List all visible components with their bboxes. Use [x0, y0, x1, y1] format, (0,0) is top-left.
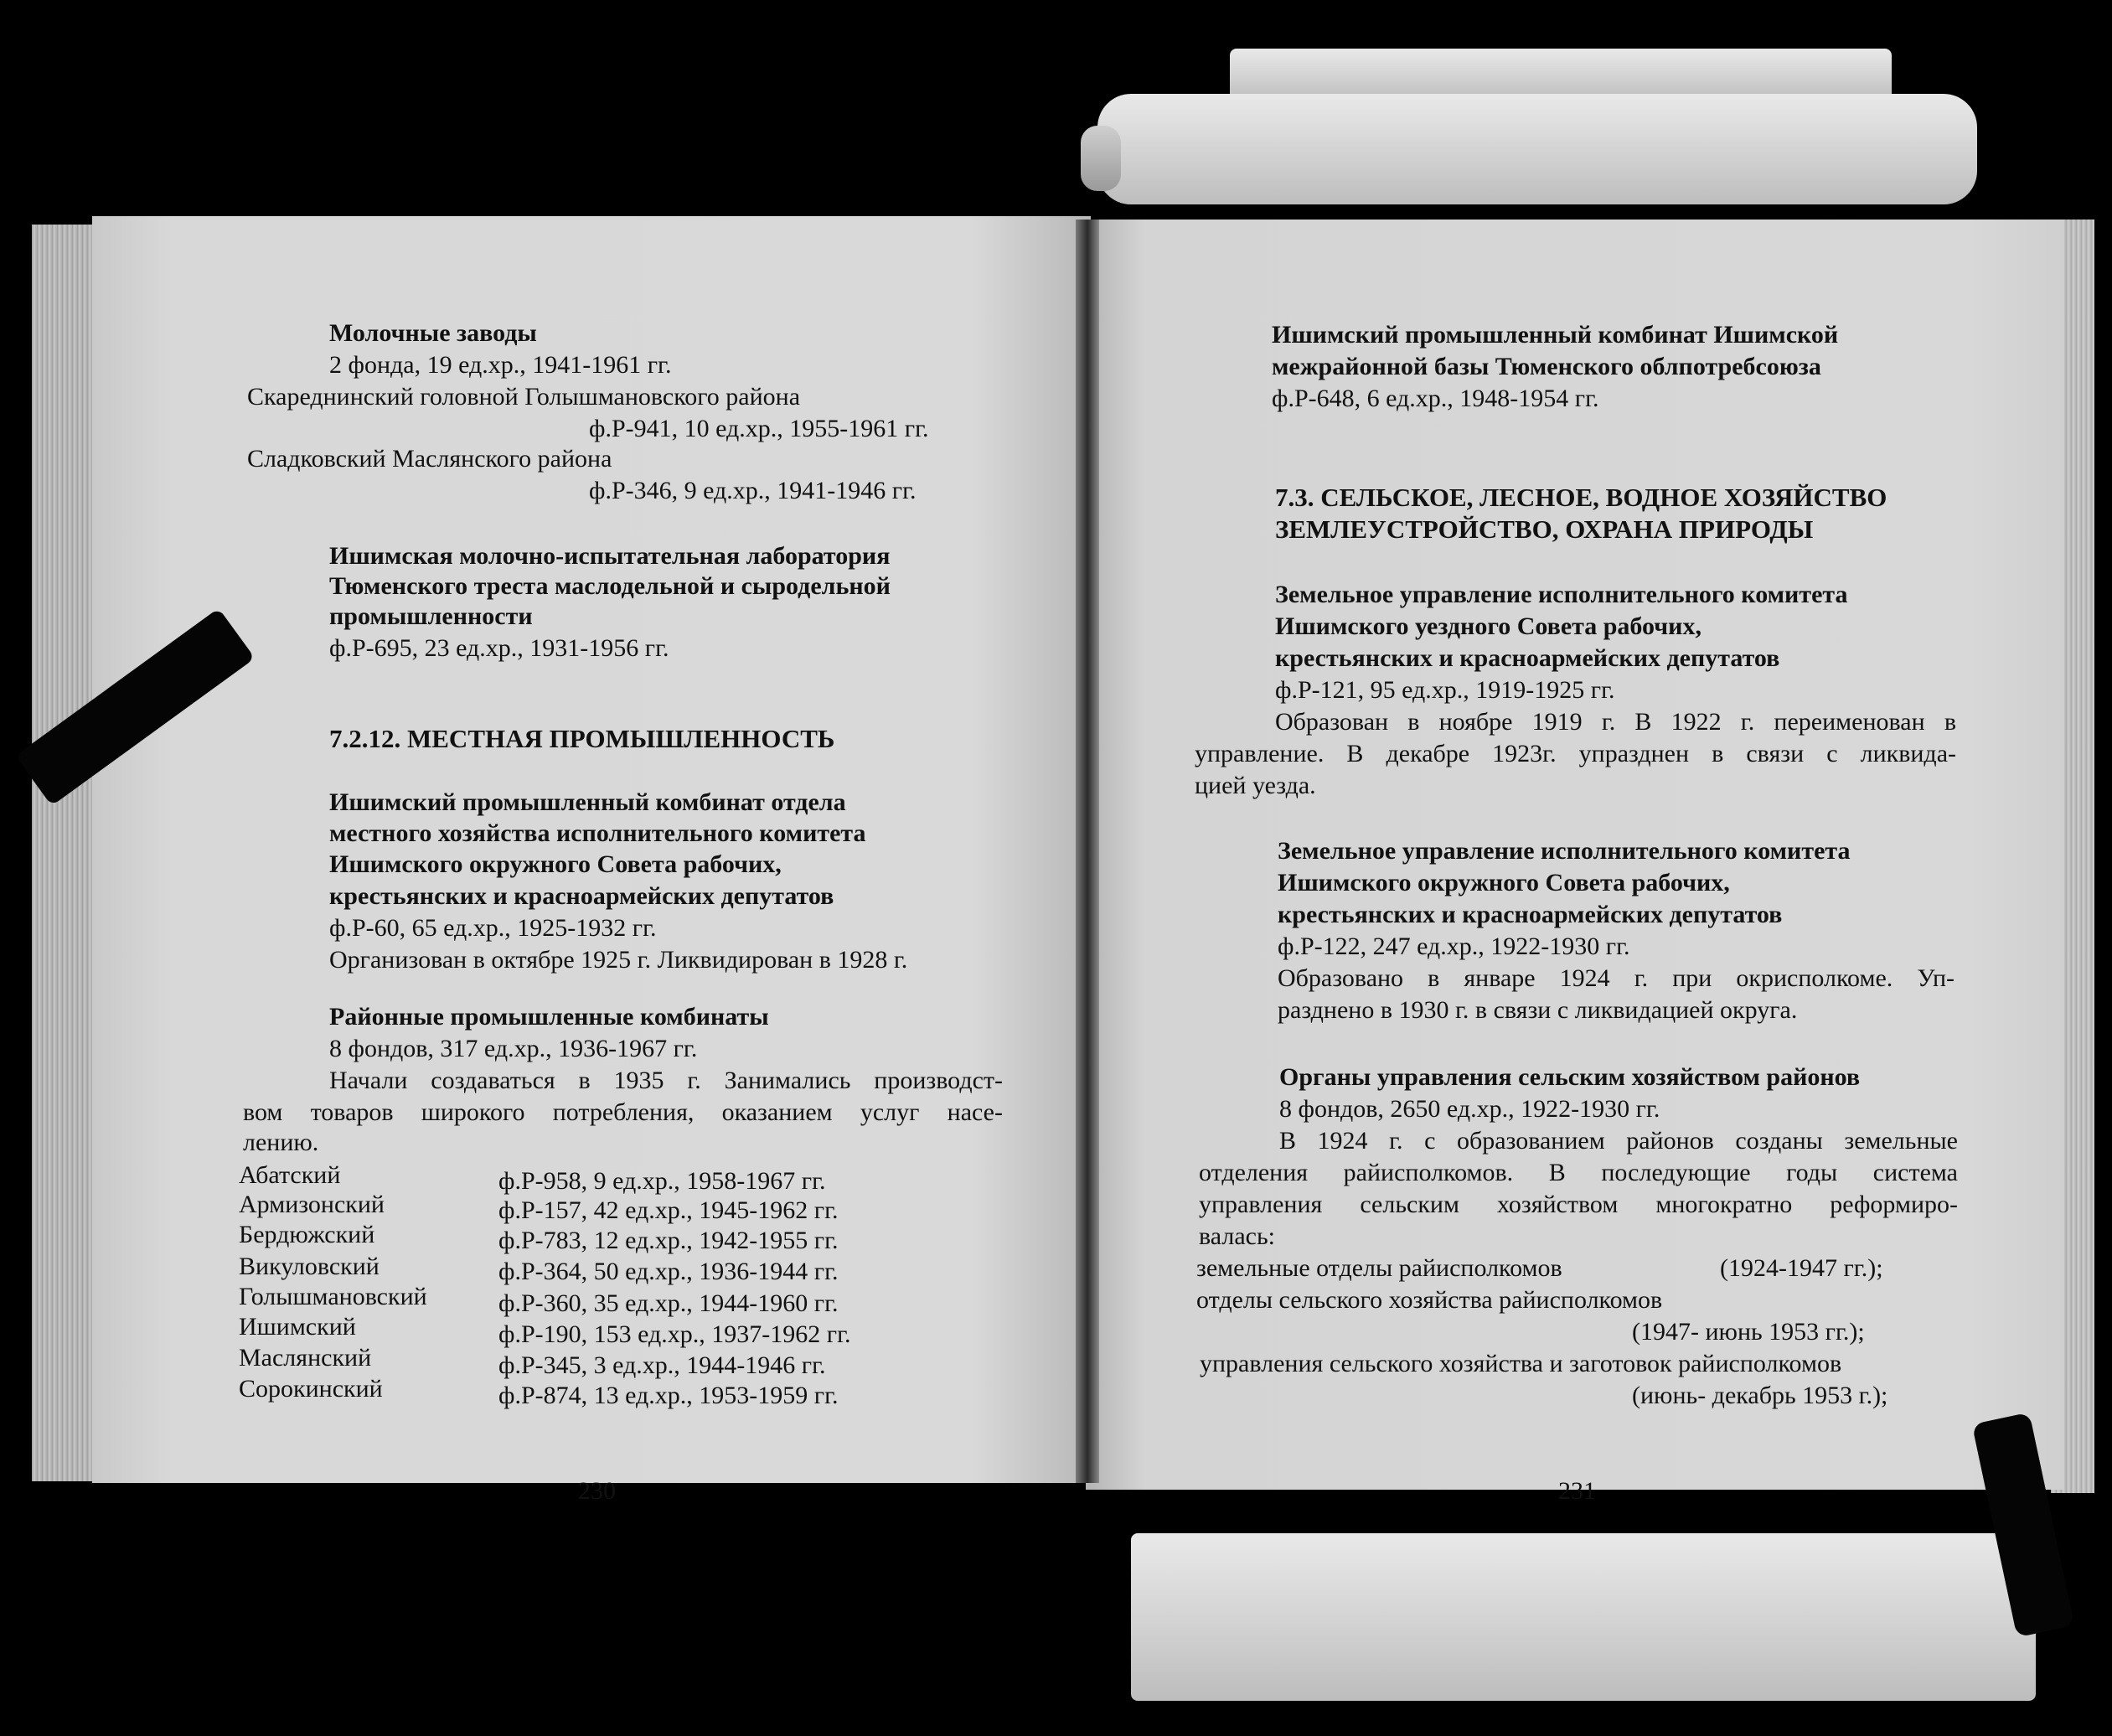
district-combines-desc: лению. — [243, 1129, 319, 1156]
dairy-plant-2-ref: ф.Р-346, 9 ед.хр., 1941-1946 гг. — [589, 477, 917, 504]
district-combines-desc: Начали создаваться в 1935 г. Занимались производст- — [329, 1067, 1003, 1094]
dairy-plant-1-name: Скареднинский головной Голышмановского района — [247, 383, 801, 411]
book-gutter — [1076, 220, 1099, 1483]
district-ref: ф.Р-958, 9 ед.хр., 1958-1967 гг. — [498, 1167, 826, 1195]
combine-title-line: Ишимского окружного Совета рабочих, — [329, 850, 782, 878]
uezd-land-admin-info: ф.Р-121, 95 ед.хр., 1919-1925 гг. — [1275, 676, 1615, 704]
dairy-plants-info: 2 фонда, 19 ед.хр., 1941-1961 гг. — [329, 351, 672, 379]
reform-item-years: (1924-1947 гг.); — [1720, 1254, 1883, 1282]
lab-title-line: Тюменского треста маслодельной и сыродельной — [329, 572, 891, 600]
district-agri-bodies-desc: управления сельским хозяйством многократно реформиро- — [1199, 1191, 1958, 1218]
page-number-right: 231 — [1558, 1477, 1596, 1505]
district-agri-bodies-desc: валась: — [1199, 1222, 1275, 1250]
district-name: Викуловский — [239, 1253, 380, 1280]
reform-item-name: управления сельского хозяйства и заготовок райисполкомов — [1200, 1350, 1842, 1377]
combine-title-line: местного хозяйства исполнительного комитета — [329, 819, 866, 847]
dairy-plant-1-ref: ф.Р-941, 10 ед.хр., 1955-1961 гг. — [589, 415, 929, 442]
section-heading-local-industry: 7.2.12. МЕСТНАЯ ПРОМЫШЛЕННОСТЬ — [329, 724, 835, 753]
district-agri-bodies-desc: В 1924 г. с образованием районов созданы земельные — [1279, 1127, 1958, 1155]
district-combines-title: Районные промышленные комбинаты — [329, 1003, 769, 1031]
district-name: Голышмановский — [239, 1283, 427, 1310]
okrug-land-admin-info: ф.Р-122, 247 ед.хр., 1922-1930 гг. — [1278, 933, 1630, 960]
district-ref: ф.Р-783, 12 ед.хр., 1942-1955 гг. — [498, 1227, 839, 1254]
district-name: Ишимский — [239, 1313, 356, 1341]
district-agri-bodies-desc: отделения райисполкомов. В последующие годы система — [1199, 1159, 1958, 1186]
section-heading-agriculture: ЗЕМЛЕУСТРОЙСТВО, ОХРАНА ПРИРОДЫ — [1275, 514, 1814, 544]
mezhraion-combine-title: Ишимский промышленный комбинат Ишимской — [1272, 321, 1839, 349]
okrug-land-admin-desc: Образовано в январе 1924 г. при окрисполкоме. Уп- — [1278, 964, 1955, 992]
district-ref: ф.Р-874, 13 ед.хр., 1953-1959 гг. — [498, 1382, 839, 1409]
district-name: Армизонский — [239, 1191, 385, 1218]
mezhraion-combine-title: межрайонной базы Тюменского облпотребсоюза — [1272, 353, 1821, 380]
district-ref: ф.Р-360, 35 ед.хр., 1944-1960 гг. — [498, 1289, 839, 1317]
district-name: Абатский — [239, 1161, 341, 1189]
combine-info: ф.Р-60, 65 ед.хр., 1925-1932 гг. — [329, 914, 657, 942]
uezd-land-admin-desc: цией уезда. — [1195, 772, 1316, 799]
foam-support-bottom — [1131, 1533, 2036, 1701]
district-ref: ф.Р-345, 3 ед.хр., 1944-1946 гг. — [498, 1351, 826, 1379]
combine-title-line: Ишимский промышленный комбинат отдела — [329, 788, 846, 816]
dairy-plants-title: Молочные заводы — [329, 319, 537, 347]
mezhraion-combine-info: ф.Р-648, 6 ед.хр., 1948-1954 гг. — [1272, 385, 1599, 412]
uezd-land-admin-desc: Образован в ноябре 1919 г. В 1922 г. переименован в — [1275, 708, 1956, 736]
district-agri-bodies-info: 8 фондов, 2650 ед.хр., 1922-1930 гг. — [1279, 1095, 1660, 1123]
district-agri-bodies-title: Органы управления сельским хозяйством районов — [1279, 1063, 1861, 1091]
district-ref: ф.Р-157, 42 ед.хр., 1945-1962 гг. — [498, 1196, 839, 1224]
lab-title-line: Ишимская молочно-испытательная лаборатория — [329, 542, 891, 570]
reform-item-name: земельные отделы райисполкомов — [1196, 1254, 1562, 1282]
okrug-land-admin-desc: разднено в 1930 г. в связи с ликвидацией округа. — [1278, 996, 1798, 1024]
district-name: Бердюжский — [239, 1221, 375, 1248]
district-ref: ф.Р-190, 153 ед.хр., 1937-1962 гг. — [498, 1320, 851, 1348]
uezd-land-admin-title: крестьянских и красноармейских депутатов — [1275, 644, 1780, 672]
lab-title-line: промышленности — [329, 602, 533, 630]
foam-support-top-end — [1081, 126, 1121, 191]
reform-item-years: (1947- июнь 1953 гг.); — [1632, 1318, 1865, 1346]
okrug-land-admin-title: Земельное управление исполнительного комитета — [1278, 837, 1851, 865]
combine-title-line: крестьянских и красноармейских депутатов — [329, 882, 834, 910]
combine-note: Организован в октябре 1925 г. Ликвидирован в 1928 г. — [329, 946, 908, 974]
uezd-land-admin-title: Земельное управление исполнительного комитета — [1275, 581, 1848, 608]
foam-support-top-back — [1230, 49, 1892, 101]
dairy-plant-2-name: Сладковский Маслянского района — [247, 445, 612, 473]
section-heading-agriculture: 7.3. СЕЛЬСКОЕ, ЛЕСНОЕ, ВОДНОЕ ХОЗЯЙСТВО — [1275, 483, 1887, 512]
foam-support-top — [1097, 94, 1977, 204]
uezd-land-admin-desc: управление. В декабре 1923г. упразднен в связи с ликвида- — [1195, 740, 1956, 767]
district-name: Сорокинский — [239, 1375, 383, 1403]
uezd-land-admin-title: Ишимского уездного Совета рабочих, — [1275, 612, 1701, 640]
okrug-land-admin-title: крестьянских и красноармейских депутатов — [1278, 901, 1783, 928]
page-number-left: 230 — [578, 1477, 616, 1505]
district-name: Маслянский — [239, 1344, 372, 1372]
reform-item-years: (июнь- декабрь 1953 г.); — [1632, 1382, 1888, 1409]
okrug-land-admin-title: Ишимского окружного Совета рабочих, — [1278, 869, 1730, 896]
lab-info: ф.Р-695, 23 ед.хр., 1931-1956 гг. — [329, 634, 669, 662]
reform-item-name: отделы сельского хозяйства райисполкомов — [1196, 1286, 1663, 1314]
district-combines-info: 8 фондов, 317 ед.хр., 1936-1967 гг. — [329, 1035, 698, 1062]
district-ref: ф.Р-364, 50 ед.хр., 1936-1944 гг. — [498, 1258, 839, 1285]
district-combines-desc: вом товаров широкого потребления, оказанием услуг насе- — [243, 1098, 1003, 1126]
